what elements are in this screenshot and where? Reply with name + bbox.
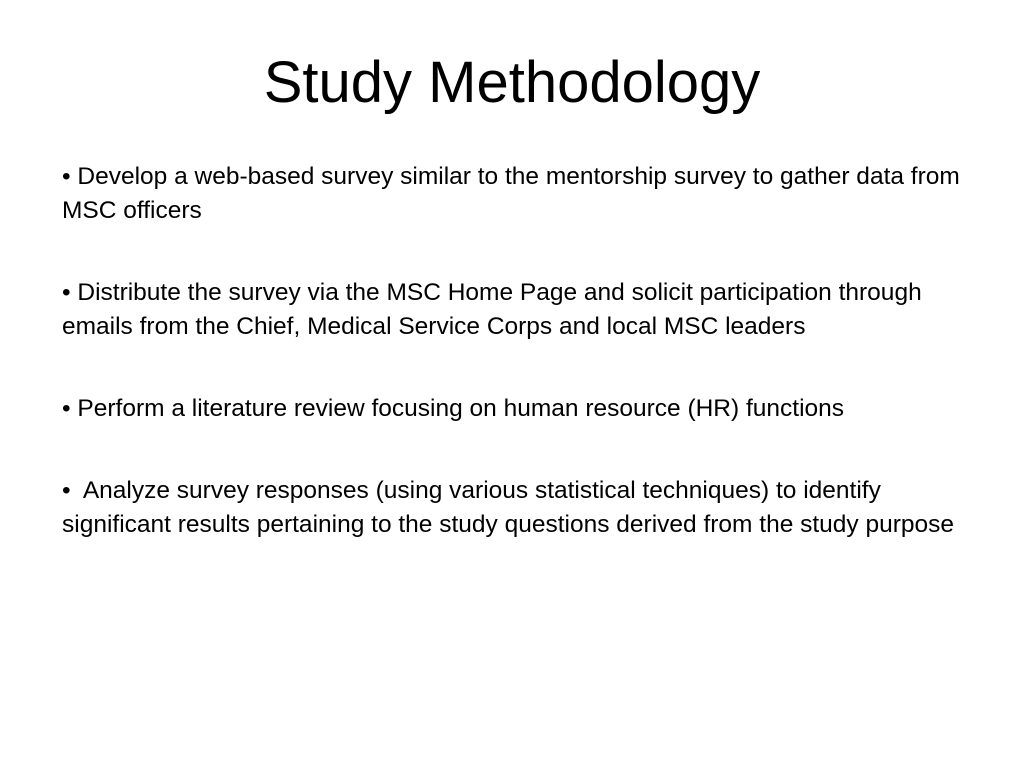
bullet-item: • Analyze survey responses (using various statistical techniques) to identify significant results pertaining to the study questions derived from the study purpose xyxy=(62,477,955,538)
slide-title: Study Methodology xyxy=(263,50,761,115)
bullet-item: • Perform a literature review focusing on human resource (HR) functions xyxy=(62,395,845,422)
bullet-list xyxy=(62,160,977,590)
bullet-item: • Distribute the survey via the MSC Home Page and solicit participation through emails from the Chief, Medical Service Corps and local MSC leaders xyxy=(62,279,929,340)
bullet-item: • Develop a web-based survey similar to the mentorship survey to gather data from MSC officers xyxy=(62,163,967,224)
